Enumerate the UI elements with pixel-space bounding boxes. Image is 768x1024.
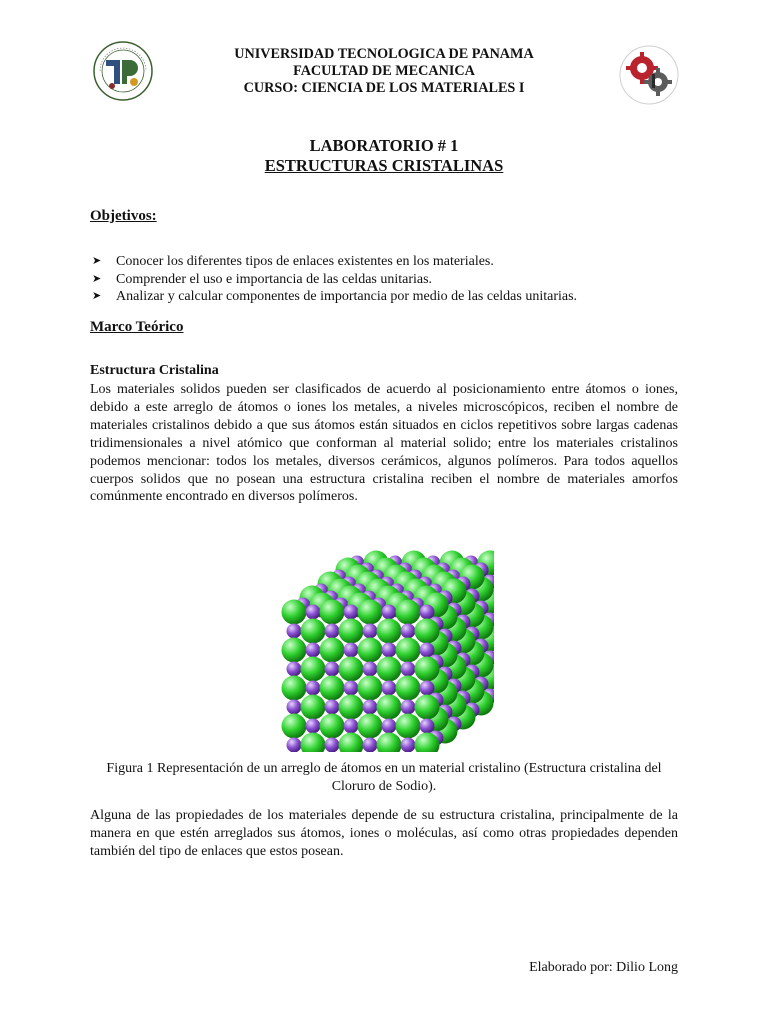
objective-item: [90, 253, 690, 271]
chlorine-atom: [358, 638, 383, 663]
sodium-atom: [401, 738, 416, 753]
chlorine-atom: [396, 714, 421, 739]
sodium-atom: [306, 605, 321, 620]
sodium-atom: [363, 700, 378, 715]
chlorine-atom: [320, 714, 345, 739]
chlorine-atom: [415, 695, 440, 720]
chlorine-atom: [301, 657, 326, 682]
sodium-atom: [382, 681, 397, 696]
chlorine-atom: [377, 695, 402, 720]
chlorine-atom: [339, 733, 364, 753]
chlorine-atom: [415, 619, 440, 644]
estructura-cristalina-heading: Estructura Cristalina: [90, 363, 219, 378]
sodium-atom: [420, 719, 435, 734]
objective-text: Conocer los diferentes tipos de enlaces existentes en los materiales.: [116, 254, 494, 269]
sodium-atom: [325, 662, 340, 677]
chlorine-atom: [358, 676, 383, 701]
chlorine-atom: [415, 657, 440, 682]
sodium-atom: [420, 643, 435, 658]
sodium-atom: [306, 719, 321, 734]
sodium-atom: [344, 605, 359, 620]
sodium-atom: [325, 624, 340, 639]
paragraph-crystalline: Los materiales solidos pueden ser clasificados de acuerdo al posicionamiento entre átomos o iones, debido a este arreglo de átomos o iones los metales, a niveles microscópicos, reciben el nombre de materiales cristalinos debido a que sus átomos están situados en ciclos repetitivos sobre largas cadenas tridimensionales a nivel atómico que conforman al material solido; entre los materiales cristalinos podemos mencionar: todos los metales, diversos cerámicos, algunos polímeros. Para todos aquellos cuerpos solidos que no posean una estructura cristalina reciben el nombre de materiales amorfos comúnmente encontrado en diversos polímeros.: [90, 382, 678, 505]
chlorine-atom: [396, 638, 421, 663]
objective-text: Analizar y calcular componentes de importancia por medio de las celdas unitarias.: [116, 289, 578, 305]
sodium-atom: [363, 738, 378, 753]
chlorine-atom: [282, 638, 307, 663]
sodium-atom: [287, 624, 302, 639]
figure-caption: Figura 1 Representación de un arreglo de átomos en un material cristalino (Estructura cristalina del Cloruro de Sodio).: [106, 761, 662, 794]
lab-number: LABORATORIO # 1: [309, 136, 459, 155]
lab-subtitle: ESTRUCTURAS CRISTALINAS: [264, 156, 504, 175]
chlorine-atom: [377, 657, 402, 682]
chlorine-atom: [358, 600, 383, 625]
sodium-atom: [344, 681, 359, 696]
marco-teorico-heading: Marco Teórico: [90, 319, 184, 335]
faculty-name: FACULTAD DE MECANICA: [293, 63, 475, 79]
author-footer: Elaborado por: Dilio Long: [529, 960, 678, 975]
chlorine-atom: [320, 676, 345, 701]
sodium-atom: [401, 624, 416, 639]
chlorine-atom: [301, 733, 326, 753]
sodium-atom: [401, 700, 416, 715]
chlorine-atom: [282, 676, 307, 701]
objectives-heading: Objetivos:: [90, 208, 157, 224]
objective-item: [90, 271, 690, 289]
lab-title: [0, 136, 768, 176]
sodium-atom: [306, 643, 321, 658]
arrow-bullet-icon: ➤: [92, 290, 102, 303]
objective-item: [90, 288, 690, 306]
objective-text: Comprender el uso e importancia de las celdas unitarias.: [116, 271, 433, 287]
sodium-atom: [325, 738, 340, 753]
chlorine-atom: [358, 714, 383, 739]
sodium-atom: [344, 719, 359, 734]
objectives-list: [90, 253, 690, 306]
chlorine-atom: [396, 600, 421, 625]
course-name: CURSO: CIENCIA DE LOS MATERIALES I: [243, 80, 525, 96]
chlorine-atom: [301, 695, 326, 720]
chlorine-atom: [282, 714, 307, 739]
chlorine-atom: [339, 619, 364, 644]
chlorine-atom: [320, 600, 345, 625]
university-name: UNIVERSIDAD TECNOLOGICA DE PANAMA: [234, 46, 534, 62]
chlorine-atom: [301, 619, 326, 644]
sodium-atom: [363, 662, 378, 677]
sodium-atom: [287, 700, 302, 715]
document-header: [0, 46, 768, 97]
sodium-atom: [401, 662, 416, 677]
chlorine-atom: [339, 657, 364, 682]
sodium-atom: [382, 643, 397, 658]
chlorine-atom: [377, 619, 402, 644]
sodium-atom: [325, 700, 340, 715]
chlorine-atom: [396, 676, 421, 701]
sodium-atom: [344, 643, 359, 658]
sodium-atom: [382, 719, 397, 734]
sodium-atom: [420, 681, 435, 696]
arrow-bullet-icon: ➤: [92, 272, 102, 285]
sodium-atom: [382, 605, 397, 620]
chlorine-atom: [377, 733, 402, 753]
nacl-crystal-figure: [276, 540, 494, 752]
paragraph-properties: Alguna de las propiedades de los materiales depende de su estructura cristalina, principalmente de la manera en que estén arreglados sus átomos, iones o moléculas, así como otras propiedades dependen también del tipo de enlaces que estos posean.: [90, 808, 678, 859]
sodium-atom: [363, 624, 378, 639]
chlorine-atom: [320, 638, 345, 663]
arrow-bullet-icon: ➤: [92, 255, 102, 267]
sodium-atom: [287, 662, 302, 677]
chlorine-atom: [282, 600, 307, 625]
sodium-atom: [287, 738, 302, 753]
chlorine-atom: [339, 695, 364, 720]
sodium-atom: [420, 605, 435, 620]
sodium-atom: [306, 681, 321, 696]
